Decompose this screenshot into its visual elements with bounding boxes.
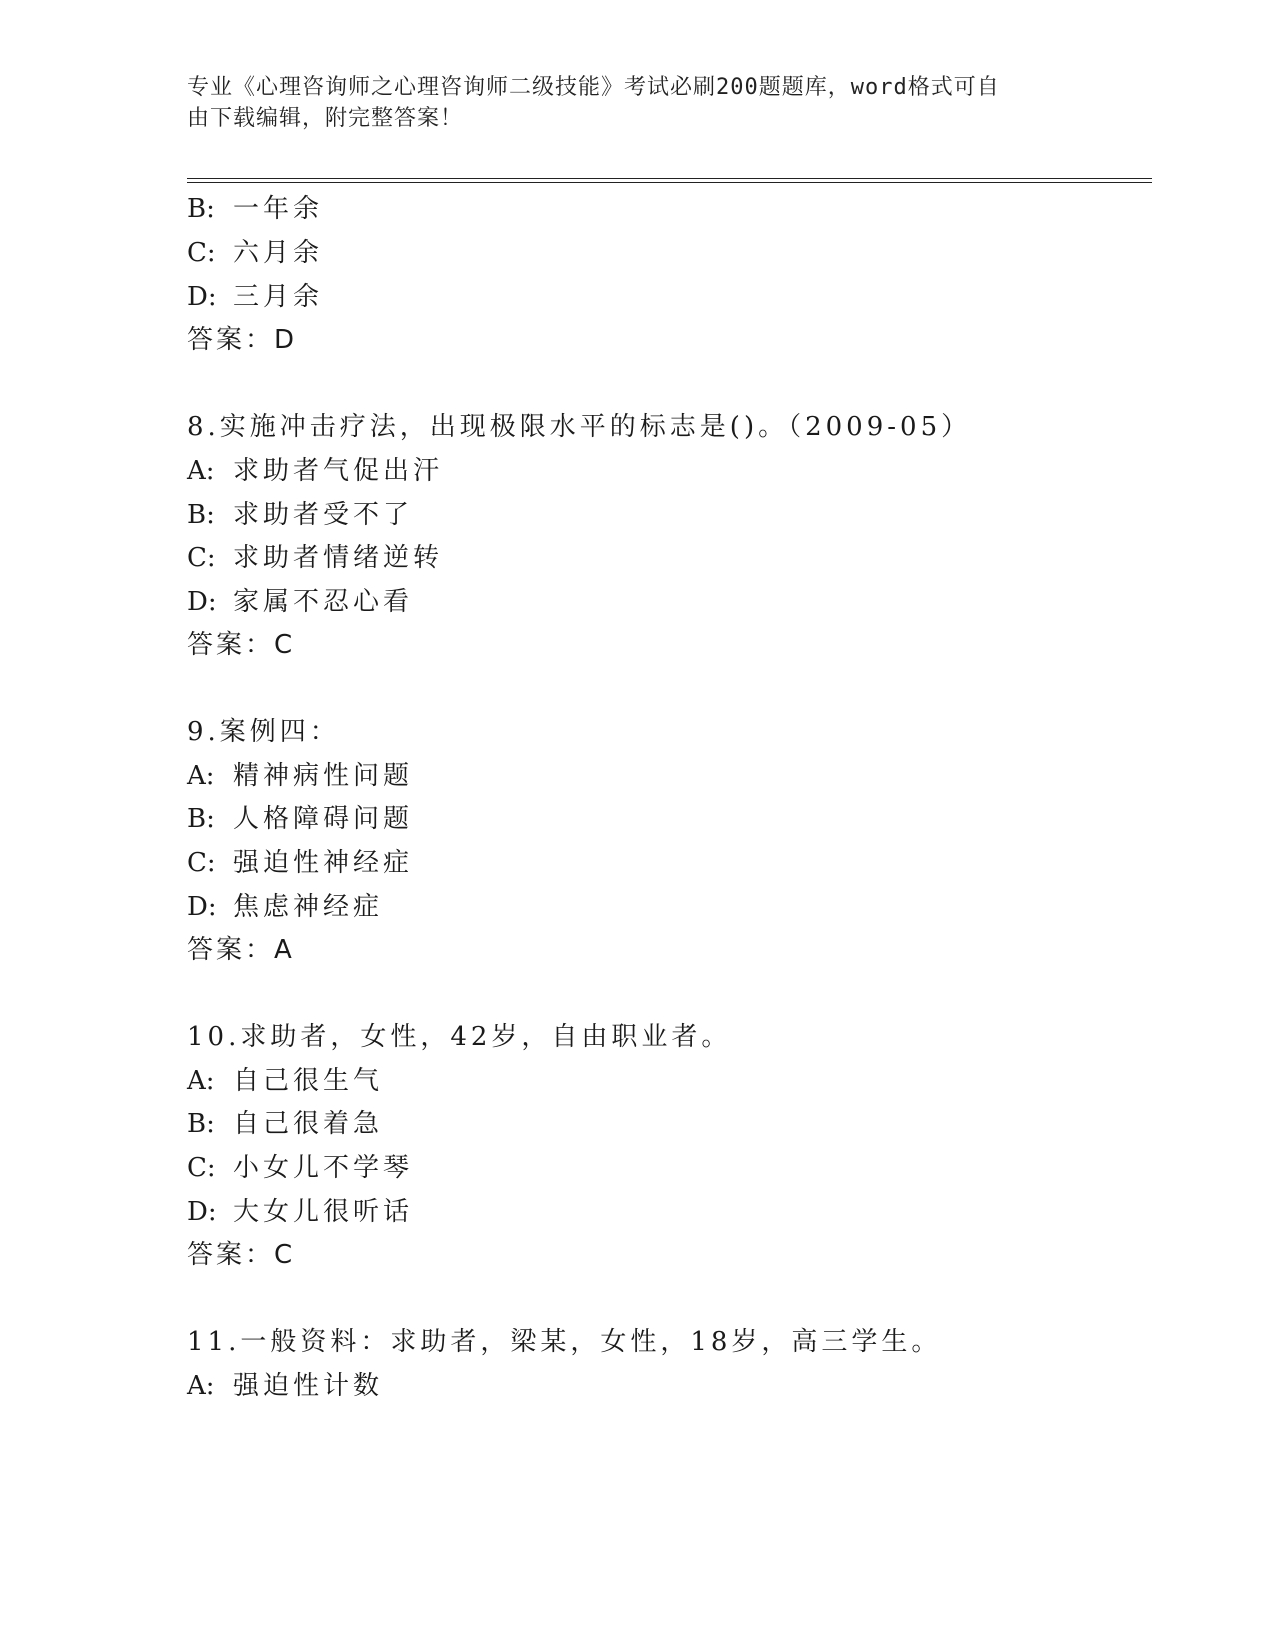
question-stem: 10.求助者，女性，42岁，自由职业者。	[187, 1022, 732, 1052]
option-text: 小女儿不学琴	[233, 1153, 414, 1183]
option-b	[187, 1107, 383, 1141]
option-key: B:	[187, 804, 215, 834]
document-header	[187, 72, 1087, 134]
option-text: 自己很生气	[233, 1066, 384, 1096]
option-b	[187, 192, 323, 226]
answer-line: 答案：D	[187, 325, 298, 355]
option-text: 求助者情绪逆转	[233, 543, 444, 573]
header-line-1: 专业《心理咨询师之心理咨询师二级技能》考试必刷200题题库，word格式可自	[187, 75, 1000, 100]
question-stem: 8.实施冲击疗法，出现极限水平的标志是()。（2009-05）	[187, 412, 972, 442]
option-key: D:	[187, 587, 217, 617]
header-divider-bottom	[187, 182, 1152, 183]
option-key: A:	[187, 456, 215, 486]
option-text: 一年余	[233, 194, 324, 224]
option-text: 焦虑神经症	[233, 892, 384, 922]
option-a	[187, 454, 443, 488]
option-text: 人格障碍问题	[233, 804, 414, 834]
option-text: 强迫性神经症	[233, 848, 414, 878]
option-key: A:	[187, 1066, 215, 1096]
answer-line: 答案：C	[187, 1240, 296, 1270]
option-a	[187, 759, 413, 793]
option-text: 求助者气促出汗	[233, 456, 444, 486]
option-a	[187, 1064, 383, 1098]
option-key: A:	[187, 761, 215, 791]
option-text: 三月余	[233, 282, 324, 312]
answer-line: 答案：A	[187, 935, 295, 965]
option-key: D:	[187, 282, 217, 312]
option-key: B:	[187, 1109, 215, 1139]
option-key: C:	[187, 238, 216, 268]
option-key: C:	[187, 848, 216, 878]
option-a	[187, 1369, 383, 1403]
option-c	[187, 846, 413, 880]
option-text: 精神病性问题	[233, 761, 414, 791]
option-text: 六月余	[233, 238, 324, 268]
option-key: C:	[187, 543, 216, 573]
option-d	[187, 585, 413, 619]
option-d	[187, 280, 323, 314]
option-b	[187, 498, 413, 532]
option-key: A:	[187, 1371, 215, 1401]
option-d	[187, 890, 383, 924]
option-text: 强迫性计数	[233, 1371, 384, 1401]
header-divider-top	[187, 178, 1152, 179]
option-key: D:	[187, 1197, 217, 1227]
answer-line: 答案：C	[187, 630, 296, 660]
option-text: 自己很着急	[233, 1109, 384, 1139]
option-d	[187, 1195, 413, 1229]
option-key: B:	[187, 500, 215, 530]
option-c	[187, 541, 443, 575]
option-key: C:	[187, 1153, 216, 1183]
option-key: B:	[187, 194, 215, 224]
option-key: D:	[187, 892, 217, 922]
question-stem: 9.案例四：	[187, 717, 340, 747]
option-c	[187, 236, 323, 270]
option-c	[187, 1151, 413, 1185]
header-line-2: 由下载编辑，附完整答案！	[187, 106, 464, 131]
option-text: 家属不忍心看	[233, 587, 414, 617]
option-text: 求助者受不了	[233, 500, 414, 530]
question-stem: 11.一般资料：求助者，梁某，女性，18岁，高三学生。	[187, 1327, 942, 1357]
option-b	[187, 802, 413, 836]
option-text: 大女儿很听话	[233, 1197, 414, 1227]
